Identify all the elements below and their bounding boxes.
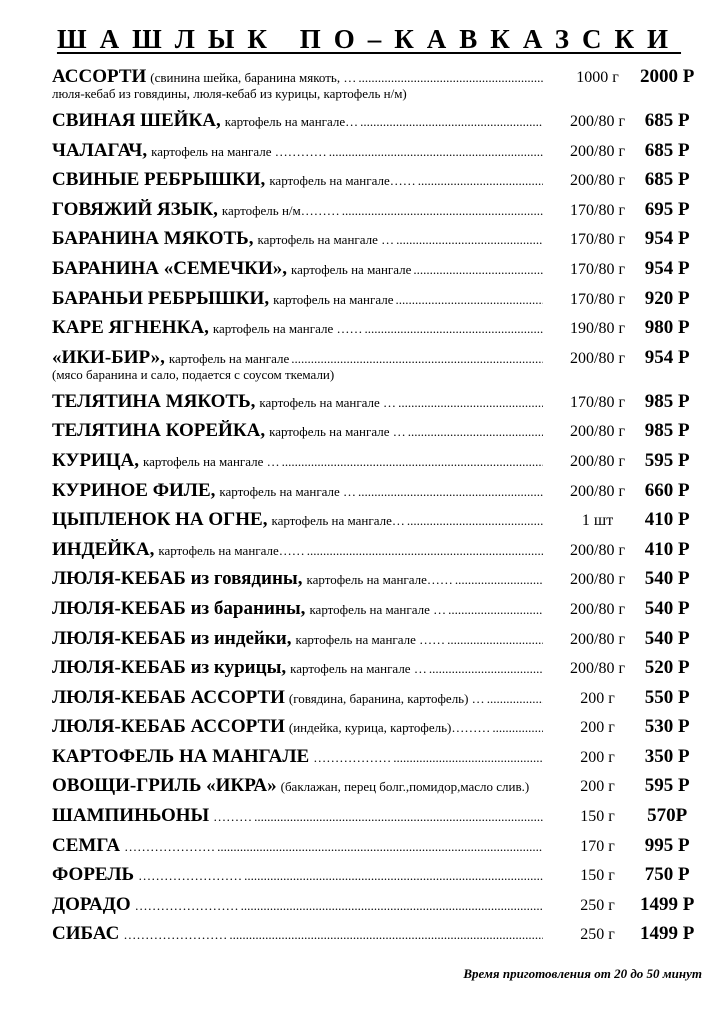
item-description: …………………… xyxy=(138,868,243,884)
item-weight: 200/80 г xyxy=(570,571,626,589)
menu-item xyxy=(52,628,702,658)
item-name: ЛЮЛЯ-КЕБАБ из индейки, xyxy=(52,627,292,649)
dot-leader xyxy=(398,395,543,411)
item-weight: 200/80 г xyxy=(570,630,626,648)
item-price: 995 Р xyxy=(644,834,690,856)
item-price: 595 Р xyxy=(644,775,690,797)
menu-item xyxy=(52,923,702,953)
dot-leader xyxy=(407,513,543,529)
item-price: 695 Р xyxy=(644,198,690,220)
item-name: КАРЕ ЯГНЕНКА, xyxy=(52,317,209,339)
dot-leader xyxy=(364,321,542,337)
item-description: картофель на мангале … xyxy=(290,661,427,677)
item-price: 954 Р xyxy=(644,346,690,368)
item-price: 1499 Р xyxy=(639,893,695,915)
menu-item xyxy=(52,687,702,717)
menu-item xyxy=(52,199,702,229)
dot-leader xyxy=(254,809,543,825)
item-description: картофель на мангале… xyxy=(224,114,359,129)
item-description: ……… xyxy=(213,809,253,825)
item-description: (свинина шейка, баранина мякоть, … xyxy=(150,70,357,85)
menu-item xyxy=(52,805,702,835)
item-price: 920 Р xyxy=(644,287,690,309)
item-description: картофель на мангале xyxy=(291,261,412,277)
item-description: картофель на мангале … xyxy=(259,394,397,410)
dot-leader xyxy=(241,898,543,914)
item-description: картофель на мангале … xyxy=(219,483,357,499)
dot-leader xyxy=(448,602,543,618)
item-weight: 1 шт xyxy=(581,512,614,530)
dot-leader xyxy=(418,173,543,189)
item-price: 954 Р xyxy=(644,257,690,279)
item-price: 570Р xyxy=(647,805,688,827)
item-description: ……………… xyxy=(313,749,392,765)
item-name: КУРИЦА, xyxy=(52,449,139,471)
item-weight: 200/80 г xyxy=(570,113,626,130)
item-weight: 200/80 г xyxy=(570,541,626,559)
dot-leader xyxy=(358,70,542,86)
menu-item xyxy=(52,480,702,510)
item-price: 954 Р xyxy=(644,228,690,250)
menu-item xyxy=(52,864,702,894)
item-name: ШАМПИНЬОНЫ xyxy=(52,805,210,827)
item-price: 410 Р xyxy=(644,509,690,531)
item-description: картофель на мангале … xyxy=(257,232,395,248)
dot-leader xyxy=(291,351,543,367)
dot-leader xyxy=(487,691,543,707)
item-price: 530 Р xyxy=(644,716,690,738)
item-name: ЛЮЛЯ-КЕБАБ АССОРТИ xyxy=(52,716,285,738)
menu-item xyxy=(52,66,702,110)
item-weight: 200 г xyxy=(580,778,615,796)
item-description: …………………… xyxy=(123,927,228,943)
dot-leader xyxy=(307,543,543,559)
item-description: картофель н/м……… xyxy=(221,202,340,218)
item-description: (баклажан, перец болг.,помидор,масло слив.) xyxy=(280,779,530,795)
item-name: БАРАНЬИ РЕБРЫШКИ, xyxy=(52,287,270,309)
item-price: 540 Р xyxy=(644,568,690,590)
item-weight: 170/80 г xyxy=(570,393,626,411)
menu-item xyxy=(52,347,702,391)
item-description: (индейка, курица, картофель)……… xyxy=(288,720,491,736)
dot-leader xyxy=(342,203,543,219)
item-weight: 150 г xyxy=(580,808,615,826)
item-weight: 200/80 г xyxy=(570,423,626,441)
item-name: ГОВЯЖИЙ ЯЗЫК, xyxy=(52,198,218,220)
menu-item xyxy=(52,716,702,746)
item-price: 985 Р xyxy=(644,420,690,442)
item-price: 540 Р xyxy=(644,627,690,649)
item-description: (говядина, баранина, картофель) … xyxy=(288,690,485,706)
menu-item xyxy=(52,140,702,170)
menu-item xyxy=(52,775,702,805)
item-price: 685 Р xyxy=(644,169,690,191)
dot-leader xyxy=(429,661,543,677)
dot-leader xyxy=(447,632,543,648)
item-name: ТЕЛЯТИНА КОРЕЙКА, xyxy=(52,420,266,442)
item-price: 685 Р xyxy=(644,110,690,131)
menu-item xyxy=(52,509,702,539)
item-name: ЦЫПЛЕНОК НА ОГНЕ, xyxy=(52,509,268,531)
dot-leader xyxy=(413,262,542,278)
item-price: 685 Р xyxy=(644,139,690,161)
item-name: АССОРТИ xyxy=(52,66,147,87)
item-description: …………………… xyxy=(134,897,239,913)
item-name: ЛЮЛЯ-КЕБАБ АССОРТИ xyxy=(52,686,285,708)
item-weight: 200/80 г xyxy=(570,660,626,678)
item-weight: 250 г xyxy=(580,896,615,914)
menu-item xyxy=(52,258,702,288)
item-price: 520 Р xyxy=(644,657,690,679)
item-weight: 170/80 г xyxy=(570,201,626,219)
item-name: ЧАЛАГАЧ, xyxy=(52,139,148,161)
menu-item xyxy=(52,568,702,598)
item-price: 540 Р xyxy=(644,597,690,619)
item-description: картофель на мангале…… xyxy=(306,572,453,588)
item-description: картофель на мангале … xyxy=(142,453,280,469)
menu-item xyxy=(52,317,702,347)
item-name: ДОРАДО xyxy=(52,893,131,915)
menu-item xyxy=(52,539,702,569)
item-weight: 200/80 г xyxy=(570,349,626,367)
item-name: КУРИНОЕ ФИЛЕ, xyxy=(52,479,216,501)
dot-leader xyxy=(408,424,543,440)
dot-leader xyxy=(329,144,543,160)
menu-list xyxy=(52,66,702,953)
item-description: картофель на мангале…… xyxy=(158,542,305,558)
item-name: СИБАС xyxy=(52,923,120,945)
item-weight: 170/80 г xyxy=(570,231,626,249)
dot-leader xyxy=(393,750,543,766)
item-weight: 200 г xyxy=(580,689,615,707)
item-name: ЛЮЛЯ-КЕБАБ из курицы, xyxy=(52,657,287,679)
item-name: ФОРЕЛЬ xyxy=(52,864,135,886)
dot-leader xyxy=(492,720,542,736)
item-name: БАРАНИНА МЯКОТЬ, xyxy=(52,228,254,250)
menu-item xyxy=(52,110,702,140)
item-name: ТЕЛЯТИНА МЯКОТЬ, xyxy=(52,390,256,412)
item-description: картофель на мангале …… xyxy=(295,631,446,647)
menu-item xyxy=(52,598,702,628)
item-description: картофель на мангале … xyxy=(269,424,406,440)
item-price: 1499 Р xyxy=(639,923,695,945)
item-price: 660 Р xyxy=(644,479,690,501)
item-price: 980 Р xyxy=(644,317,690,339)
dot-leader xyxy=(455,572,543,588)
item-weight: 190/80 г xyxy=(570,320,626,338)
menu-item xyxy=(52,835,702,865)
dot-leader xyxy=(282,454,543,470)
item-price: 750 Р xyxy=(644,864,690,886)
dot-leader xyxy=(358,484,543,500)
item-weight: 170/80 г xyxy=(570,290,626,308)
dot-leader xyxy=(217,839,543,855)
item-price: 595 Р xyxy=(644,449,690,471)
item-weight: 170/80 г xyxy=(570,260,626,278)
item-name: БАРАНИНА «СЕМЕЧКИ», xyxy=(52,257,287,279)
item-weight: 250 г xyxy=(580,926,615,944)
item-subtext: (мясо баранина и сало, подается с соусом ткемали) xyxy=(52,366,335,382)
item-name: ОВОЩИ-ГРИЛЬ «ИКРА» xyxy=(52,775,277,797)
dot-leader xyxy=(360,114,543,130)
item-weight: 200/80 г xyxy=(570,600,626,618)
item-weight: 200/80 г xyxy=(570,452,626,470)
menu-item xyxy=(52,391,702,421)
dot-leader xyxy=(395,292,542,308)
menu-item xyxy=(52,894,702,924)
item-name: ЛЮЛЯ-КЕБАБ из баранины, xyxy=(52,597,306,619)
item-name: КАРТОФЕЛЬ НА МАНГАЛЕ xyxy=(52,745,310,767)
item-weight: 200 г xyxy=(580,719,615,737)
menu-item xyxy=(52,450,702,480)
item-weight: 200/80 г xyxy=(570,142,626,160)
item-name: ЛЮЛЯ-КЕБАБ из говядины, xyxy=(52,568,303,590)
item-name: СВИНАЯ ШЕЙКА, xyxy=(52,110,221,131)
item-weight: 1000 г xyxy=(576,69,619,86)
dot-leader xyxy=(229,927,542,943)
item-price: 550 Р xyxy=(644,686,690,708)
menu-item xyxy=(52,288,702,318)
menu-item xyxy=(52,657,702,687)
item-weight: 200/80 г xyxy=(570,172,626,190)
dot-leader xyxy=(244,868,543,884)
menu-item xyxy=(52,228,702,258)
item-weight: 170 г xyxy=(580,837,615,855)
item-price: 410 Р xyxy=(644,538,690,560)
item-weight: 150 г xyxy=(580,867,615,885)
menu-item xyxy=(52,420,702,450)
item-name: ИНДЕЙКА, xyxy=(52,538,155,560)
item-description: ………………… xyxy=(124,838,216,854)
item-description: картофель на мангале xyxy=(273,291,394,307)
page-title: ШАШЛЫК ПО–КАВКАЗСКИ xyxy=(56,24,682,54)
menu-item xyxy=(52,169,702,199)
item-description: картофель на мангале …… xyxy=(212,321,363,337)
item-description: картофель на мангале ………… xyxy=(151,143,327,159)
item-weight: 200/80 г xyxy=(570,482,626,500)
item-description: картофель на мангале xyxy=(168,350,290,366)
dot-leader xyxy=(396,232,543,248)
item-price: 2000 Р xyxy=(639,66,695,87)
item-subtext: люля-кебаб из говядины, люля-кебаб из курицы, картофель н/м) xyxy=(52,86,407,101)
item-name: «ИКИ-БИР», xyxy=(52,346,165,368)
menu-item xyxy=(52,746,702,776)
item-price: 350 Р xyxy=(644,745,690,767)
item-price: 985 Р xyxy=(644,390,690,412)
cooking-time-note: Время приготовления от 20 до 50 минут xyxy=(463,966,702,981)
item-weight: 200 г xyxy=(580,748,615,766)
item-name: СВИНЫЕ РЕБРЫШКИ, xyxy=(52,169,266,191)
item-name: СЕМГА xyxy=(52,834,121,856)
item-description: картофель на мангале … xyxy=(309,601,447,617)
item-description: картофель на мангале…… xyxy=(269,173,416,189)
item-description: картофель на мангале… xyxy=(271,513,405,529)
